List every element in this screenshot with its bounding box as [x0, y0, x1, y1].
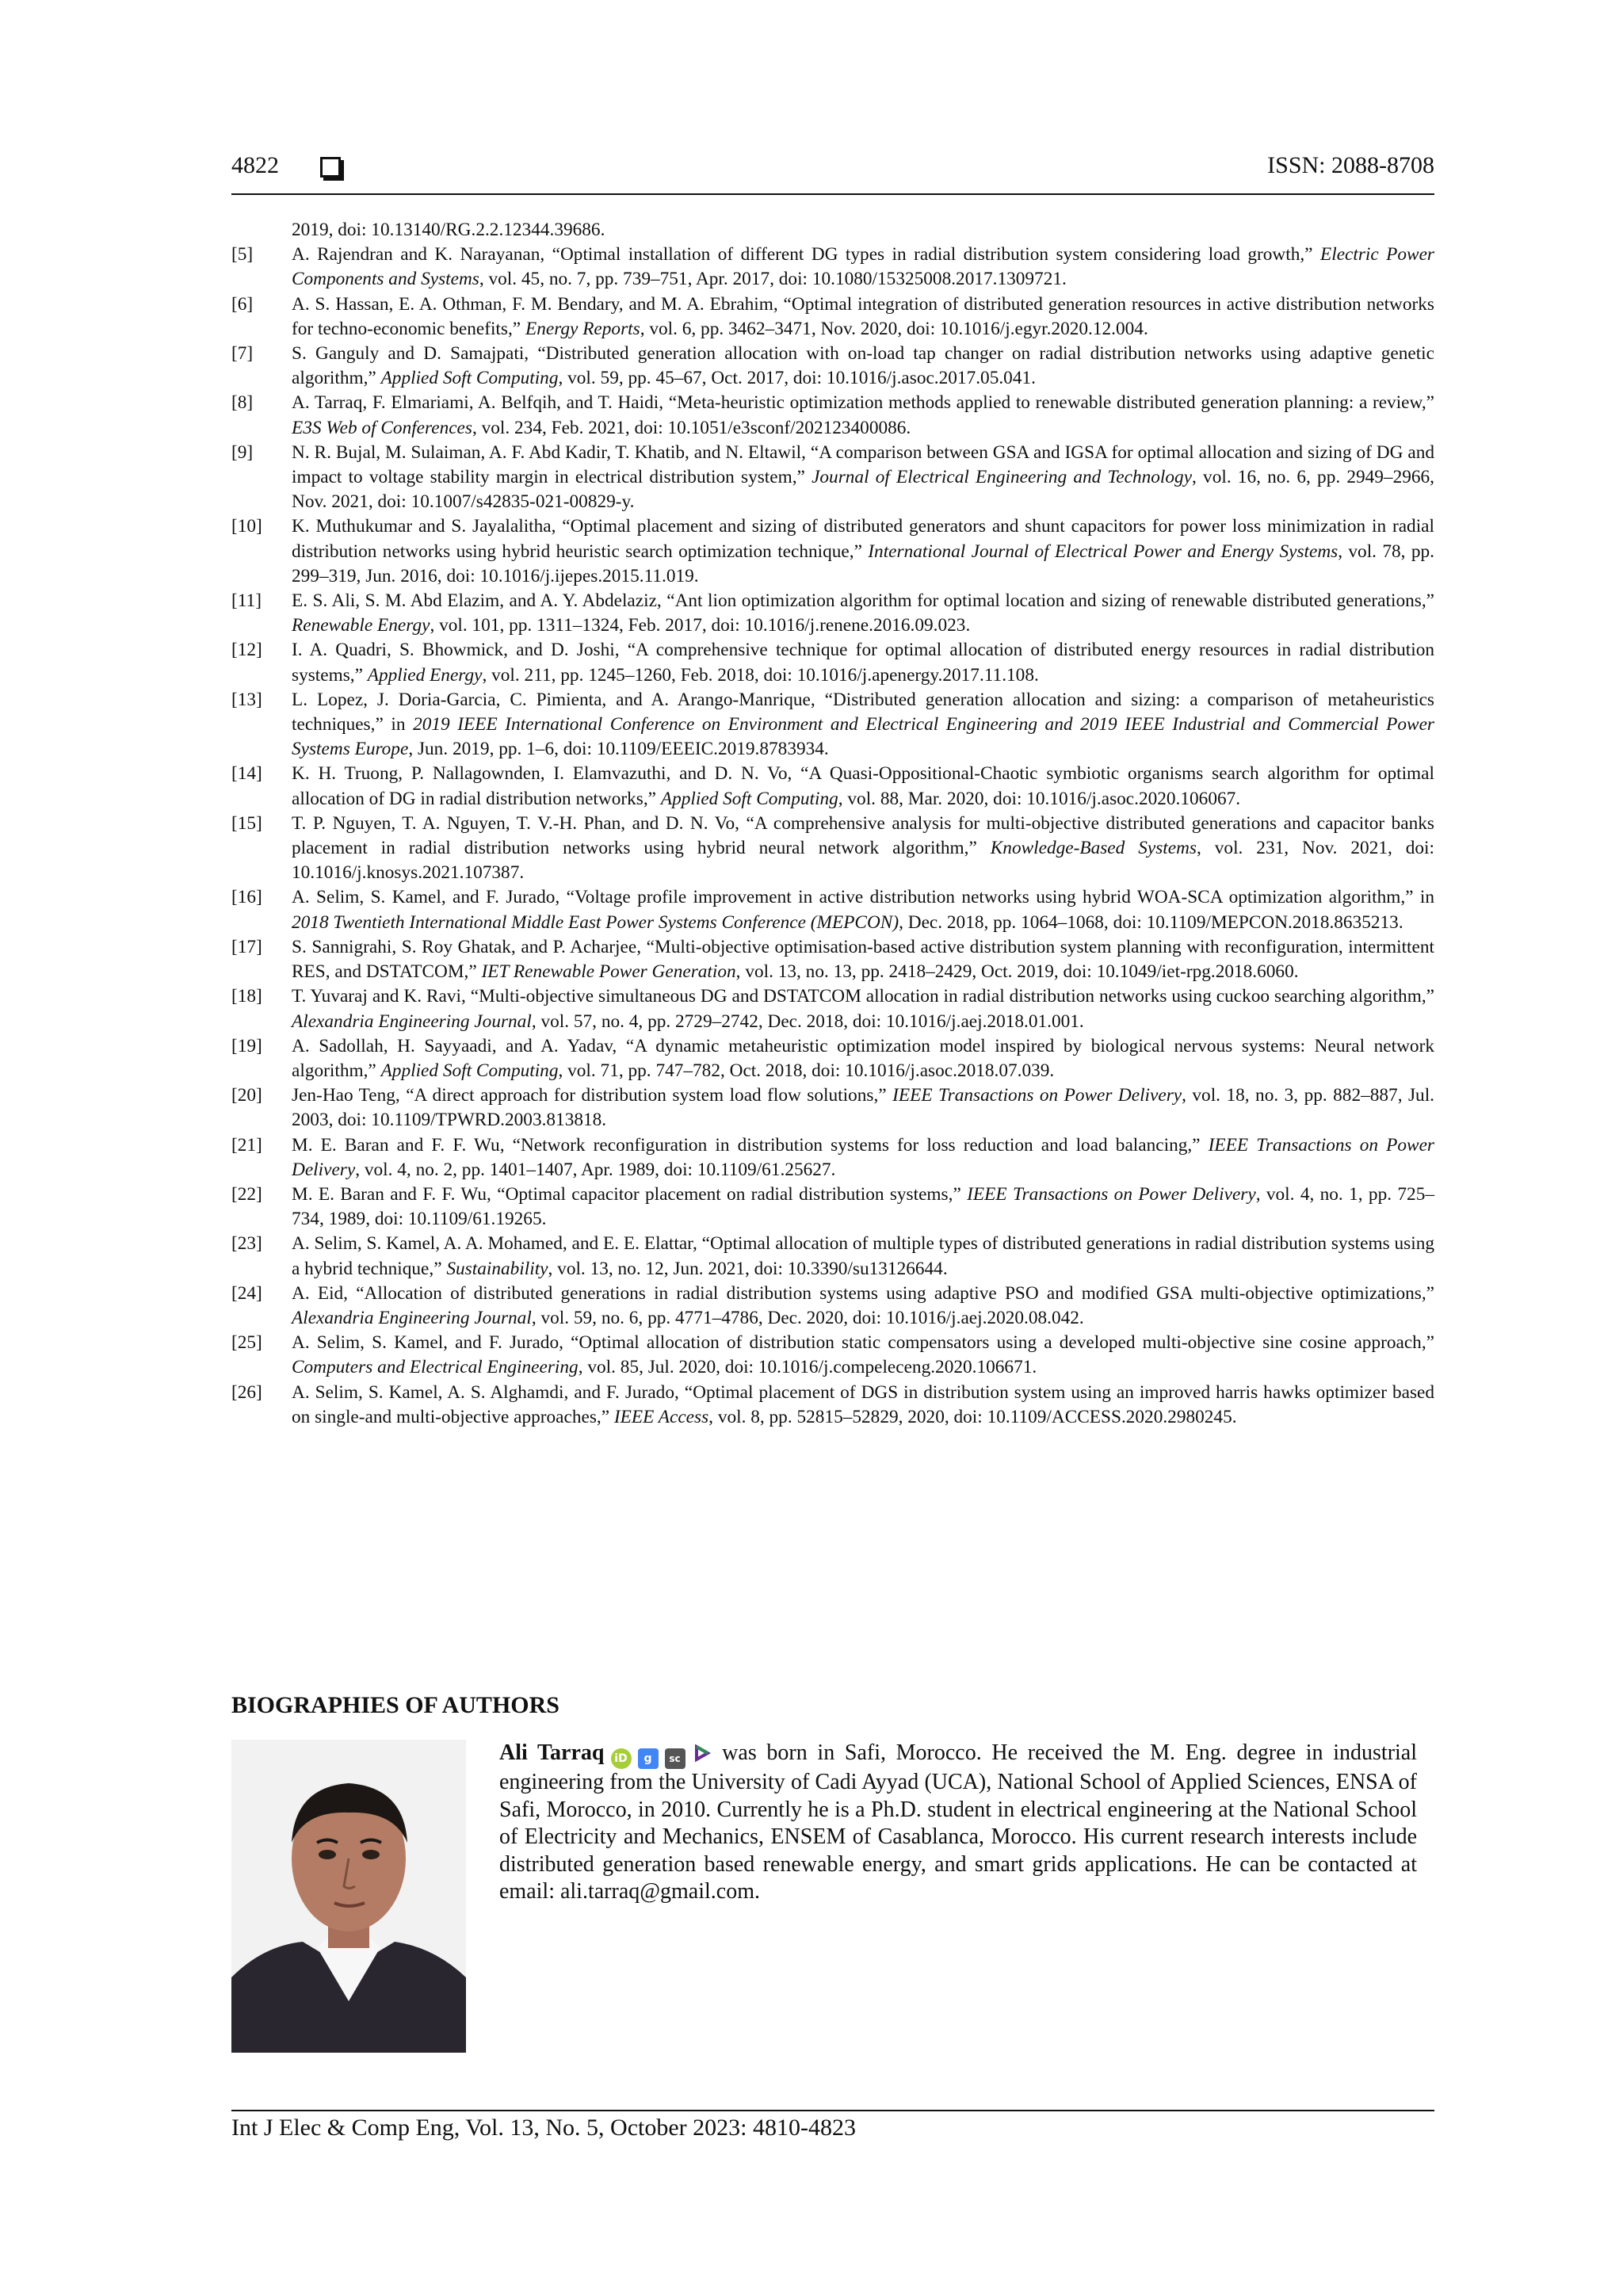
- reference-text: [292, 589, 1434, 638]
- author-portrait-image: [231, 1740, 466, 2053]
- reference-segment: A. Selim, S. Kamel, A. S. Alghamdi, and F. Jurado, “Optimal placement of DGS in distribution system using an improved harris hawks optimizer based on single-and multi-objective approaches,”: [292, 1381, 1434, 1427]
- reference-item: [231, 1182, 1434, 1232]
- reference-item: [231, 1232, 1434, 1281]
- reference-text: [292, 1282, 1434, 1331]
- reference-segment: , vol. 78, pp. 299–319, Jun. 2016, doi: 10.1016/j.ijepes.2015.11.019.: [292, 541, 1434, 586]
- reference-list: [231, 218, 1434, 1430]
- reference-segment: S. Sannigrahi, S. Roy Ghatak, and P. Acharjee, “Multi-objective optimisation-based active distribution system planning with reconfiguration, intermittent RES, and DSTATCOM,”: [292, 936, 1434, 983]
- reference-segment: , vol. 8, pp. 52815–52829, 2020, doi: 10.1109/ACCESS.2020.2980245.: [708, 1406, 1237, 1427]
- reference-venue: IET Renewable Power Generation: [481, 961, 736, 983]
- reference-venue: 2019 IEEE International Conference on Environment and Electrical Engineering and 2019 IEEE Industrial and Commercial Power Systems Europe: [292, 714, 1434, 760]
- reference-number: [7]: [231, 343, 254, 365]
- reference-item: [231, 688, 1434, 762]
- reference-venue: Journal of Electrical Engineering and Technology: [812, 467, 1193, 488]
- reference-text: [292, 812, 1434, 886]
- reference-segment: , vol. 59, pp. 45–67, Oct. 2017, doi: 10.1016/j.asoc.2017.05.041.: [558, 368, 1036, 389]
- reference-text: [292, 1381, 1434, 1430]
- reference-segment: , vol. 57, no. 4, pp. 2729–2742, Dec. 2018, doi: 10.1016/j.aej.2018.01.001.: [531, 1010, 1084, 1032]
- reference-text: [292, 441, 1434, 515]
- reference-text: [292, 1232, 1434, 1281]
- author-photo: [231, 1740, 466, 2053]
- header-rule: [231, 193, 1434, 195]
- reference-segment: A. Rajendran and K. Narayanan, “Optimal installation of different DG types in radial distribution system considering load growth,”: [292, 244, 1320, 266]
- reference-text: [292, 638, 1434, 687]
- reference-item: [231, 812, 1434, 886]
- reference-segment: T. P. Nguyen, T. A. Nguyen, T. V.-H. Phan, and D. N. Vo, “A comprehensive analysis for multi-objective distributed generations and capacitor banks placement in radial distribution networks using hybrid neural network algorithm,”: [292, 812, 1434, 859]
- reference-number: [5]: [231, 244, 254, 266]
- reference-venue: Applied Soft Computing: [660, 788, 838, 809]
- reference-text: [292, 292, 1434, 342]
- reference-venue: Alexandria Engineering Journal: [292, 1010, 532, 1032]
- reference-text: [292, 762, 1434, 811]
- reference-text: [292, 1034, 1434, 1083]
- reference-item: [231, 441, 1434, 515]
- reference-number: [22]: [231, 1183, 262, 1205]
- reference-number: [14]: [231, 763, 262, 785]
- reference-segment: , vol. 18, no. 3, pp. 882–887, Jul. 2003, doi: 10.1109/TPWRD.2003.813818.: [292, 1085, 1434, 1131]
- reference-segment: A. Selim, S. Kamel, A. A. Mohamed, and E. E. Elattar, “Optimal allocation of multiple types of distributed generations in radial distribution systems using a hybrid technique,”: [292, 1233, 1434, 1279]
- reference-item: [231, 342, 1434, 391]
- reference-segment: M. E. Baran and F. F. Wu, “Optimal capacitor placement on radial distribution systems,”: [292, 1183, 968, 1205]
- reference-segment: A. S. Hassan, E. A. Othman, F. M. Bendary, and M. A. Ebrahim, “Optimal integration of distributed generation resources in active distribution networks for techno-economic benefits,”: [292, 293, 1434, 339]
- reference-text: [292, 1133, 1434, 1182]
- reference-number: [20]: [231, 1085, 262, 1106]
- reference-number: [16]: [231, 887, 262, 908]
- reference-segment: , Jun. 2019, pp. 1–6, doi: 10.1109/EEEIC.2019.8783934.: [408, 739, 829, 760]
- issn-label: ISSN: 2088-8708: [1267, 152, 1434, 178]
- reference-item: [231, 1034, 1434, 1083]
- reference-item: [231, 514, 1434, 589]
- reference-venue: 2018 Twentieth International Middle East Power Systems Conference (MEPCON): [292, 911, 899, 933]
- reference-segment: A. Eid, “Allocation of distributed generations in radial distribution systems using adaptive PSO and modified GSA multi-objective optimizations,”: [292, 1282, 1434, 1304]
- reference-segment: , vol. 13, no. 13, pp. 2418–2429, Oct. 2019, doi: 10.1049/iet-rpg.2018.6060.: [735, 961, 1299, 983]
- reference-segment: , vol. 101, pp. 1311–1324, Feb. 2017, doi: 10.1016/j.renene.2016.09.023.: [430, 615, 971, 636]
- reference-number: [8]: [231, 392, 254, 414]
- reference-venue: Computers and Electrical Engineering: [292, 1357, 579, 1378]
- reference-item: [231, 984, 1434, 1033]
- page-header: [231, 152, 1434, 195]
- reference-text: [292, 514, 1434, 589]
- page-number: 4822: [231, 152, 279, 178]
- reference-segment: A. Selim, S. Kamel, and F. Jurado, “Optimal allocation of distribution static compensators using a developed multi-objective sine cosine approach,”: [292, 1332, 1434, 1354]
- reference-number: [26]: [231, 1381, 262, 1403]
- reference-item: [231, 1133, 1434, 1182]
- reference-venue: E3S Web of Conferences: [292, 417, 472, 438]
- reference-text: [292, 935, 1434, 984]
- reference-venue: Electric Power Components and Systems: [292, 244, 1434, 290]
- reference-text: [292, 243, 1434, 292]
- square-bullet-icon: [320, 157, 341, 178]
- reference-segment: T. Yuvaraj and K. Ravi, “Multi-objective simultaneous DG and DSTATCOM allocation in radial distribution networks using cuckoo searching algorithm,”: [292, 986, 1434, 1007]
- reference-item: [231, 885, 1434, 934]
- reference-segment: Jen-Hao Teng, “A direct approach for distribution system load flow solutions,”: [292, 1085, 893, 1106]
- reference-segment: 2019, doi: 10.13140/RG.2.2.12344.39686.: [292, 220, 605, 240]
- reference-number: [25]: [231, 1332, 262, 1354]
- reference-item: [231, 1282, 1434, 1331]
- reference-number: [10]: [231, 516, 262, 537]
- reference-segment: , vol. 59, no. 6, pp. 4771–4786, Dec. 2020, doi: 10.1016/j.aej.2020.08.042.: [531, 1307, 1084, 1328]
- reference-segment: A. Sadollah, H. Sayyaadi, and A. Yadav, “A dynamic metaheuristic optimization model inspired by biological nervous systems: Neural network algorithm,”: [292, 1035, 1434, 1081]
- reference-segment: , vol. 16, no. 6, pp. 2949–2966, Nov. 2021, doi: 10.1007/s42835-021-00829-y.: [292, 467, 1434, 513]
- reference-venue: Sustainability: [446, 1258, 548, 1279]
- reference-text: [292, 391, 1434, 440]
- author-biography: [499, 1740, 1417, 1906]
- reference-item: [231, 1381, 1434, 1430]
- reference-number: [11]: [231, 590, 262, 612]
- reference-segment: K. H. Truong, P. Nallagownden, I. Elamvazuthi, and D. N. Vo, “A Quasi-Oppositional-Chaotic symbiotic organisms search algorithm for optimal allocation of DG in radial distribution networks,”: [292, 763, 1434, 809]
- reference-text: [292, 342, 1434, 391]
- author-bio-text: was born in Safi, Morocco. He received the M. Eng. degree in industrial engineering from the University of Cadi Ayyad (UCA), National School of Applied Sciences, ENSA of Safi, Morocco, in 2010. Currently he is a Ph.D. student in electrical engineering at the National School of Electricity and Mechanics, ENSEM of Casablanca, Morocco. His current research interests include distributed generation based renewable energy, and smart grids applications. He can be contacted at email: ali.tarraq@gmail.com.: [499, 1740, 1418, 1904]
- reference-number: [23]: [231, 1233, 262, 1255]
- reference-venue: Applied Soft Computing: [380, 1060, 559, 1081]
- reference-item: [231, 1083, 1434, 1133]
- page-footer: Int J Elec & Comp Eng, Vol. 13, No. 5, October 2023: 4810-4823: [231, 2115, 856, 2141]
- reference-number: [21]: [231, 1134, 262, 1156]
- reference-venue: Applied Soft Computing: [380, 368, 559, 389]
- reference-text: [292, 885, 1434, 934]
- reference-segment: , vol. 6, pp. 3462–3471, Nov. 2020, doi: 10.1016/j.egyr.2020.12.004.: [640, 318, 1148, 339]
- reference-item: [231, 589, 1434, 638]
- reference-number: [6]: [231, 293, 254, 315]
- reference-segment: , Dec. 2018, pp. 1064–1068, doi: 10.1109/MEPCON.2018.8635213.: [899, 911, 1403, 933]
- reference-venue: International Journal of Electrical Power and Energy Systems: [868, 541, 1338, 562]
- reference-number: [17]: [231, 936, 262, 957]
- reference-segment: , vol. 88, Mar. 2020, doi: 10.1016/j.asoc.2020.106067.: [838, 788, 1241, 809]
- footer-rule: [231, 2110, 1434, 2111]
- reference-venue: IEEE Transactions on Power Delivery: [892, 1085, 1182, 1106]
- reference-segment: , vol. 4, no. 2, pp. 1401–1407, Apr. 1989, doi: 10.1109/61.25627.: [355, 1159, 836, 1180]
- reference-number: [13]: [231, 689, 262, 710]
- reference-segment: , vol. 85, Jul. 2020, doi: 10.1016/j.compeleceng.2020.106671.: [578, 1357, 1037, 1378]
- reference-venue: Alexandria Engineering Journal: [292, 1307, 532, 1328]
- reference-segment: , vol. 45, no. 7, pp. 739–751, Apr. 2017, doi: 10.1080/15325008.2017.1309721.: [479, 269, 1067, 290]
- web-of-science-icon[interactable]: [692, 1744, 712, 1765]
- reference-segment: S. Ganguly and D. Samajpati, “Distributed generation allocation with on-load tap changer on radial distribution networks using adaptive genetic algorithm,”: [292, 343, 1434, 389]
- biographies-heading: BIOGRAPHIES OF AUTHORS: [231, 1692, 559, 1718]
- reference-segment: , vol. 234, Feb. 2021, doi: 10.1051/e3sconf/202123400086.: [472, 417, 911, 438]
- reference-number: [19]: [231, 1035, 262, 1056]
- reference-text: [292, 1083, 1434, 1133]
- reference-item: [231, 935, 1434, 984]
- reference-item: [231, 292, 1434, 342]
- reference-venue: IEEE Transactions on Power Delivery: [292, 1134, 1434, 1180]
- reference-item: [231, 391, 1434, 440]
- reference-venue: IEEE Access: [613, 1406, 709, 1427]
- scopus-icon[interactable]: sc: [665, 1748, 685, 1769]
- reference-segment: L. Lopez, J. Doria-Garcia, C. Pimienta, and A. Arango-Manrique, “Distributed generation allocation and sizing: a comparison of metaheuristics techniques,” in: [292, 689, 1434, 735]
- reference-segment: N. R. Bujal, M. Sulaiman, A. F. Abd Kadir, T. Khatib, and N. Eltawil, “A comparison between GSA and IGSA for optimal allocation and sizing of DG and impact to voltage stability margin in electrical distribution system,”: [292, 441, 1434, 488]
- reference-number: [18]: [231, 986, 262, 1007]
- reference-text: [292, 1182, 1434, 1232]
- reference-item: [231, 243, 1434, 292]
- reference-venue: Renewable Energy: [292, 615, 430, 636]
- author-name: Ali Tarraq: [499, 1740, 605, 1765]
- reference-item: [231, 1331, 1434, 1380]
- reference-item: [231, 762, 1434, 811]
- google-scholar-icon[interactable]: g: [638, 1748, 659, 1769]
- reference-segment: A. Tarraq, F. Elmariami, A. Belfqih, and T. Haidi, “Meta-heuristic optimization methods applied to renewable distributed generation planning: a review,”: [292, 392, 1434, 414]
- reference-venue: Knowledge-Based Systems: [990, 838, 1197, 859]
- reference-segment: , vol. 13, no. 12, Jun. 2021, doi: 10.3390/su13126644.: [548, 1258, 948, 1279]
- reference-text: [292, 1331, 1434, 1380]
- reference-number: [24]: [231, 1282, 262, 1304]
- reference-number: [9]: [231, 441, 254, 463]
- reference-venue: IEEE Transactions on Power Delivery: [967, 1183, 1256, 1205]
- reference-segment: , vol. 71, pp. 747–782, Oct. 2018, doi: 10.1016/j.asoc.2018.07.039.: [558, 1060, 1055, 1081]
- reference-segment: E. S. Ali, S. M. Abd Elazim, and A. Y. Abdelaziz, “Ant lion optimization algorithm for optimal location and sizing of renewable distributed generations,”: [292, 590, 1434, 612]
- reference-item: [231, 638, 1434, 687]
- reference-segment: A. Selim, S. Kamel, and F. Jurado, “Voltage profile improvement in active distribution networks using hybrid WOA-SCA optimization algorithm,” in: [292, 887, 1434, 908]
- reference-venue: Energy Reports: [525, 318, 640, 339]
- reference-item: [231, 218, 1434, 243]
- reference-segment: , vol. 4, no. 1, pp. 725–734, 1989, doi: 10.1109/61.19265.: [292, 1183, 1434, 1230]
- reference-text: [292, 688, 1434, 762]
- reference-segment: I. A. Quadri, S. Bhowmick, and D. Joshi, “A comprehensive technique for optimal allocation of distributed energy resources in radial distribution systems,”: [292, 640, 1434, 686]
- reference-number: [12]: [231, 640, 262, 661]
- reference-number: [15]: [231, 812, 262, 834]
- reference-segment: K. Muthukumar and S. Jayalalitha, “Optimal placement and sizing of distributed generators and shunt capacitors for power loss minimization in radial distribution networks using hybrid heuristic search optimization technique,”: [292, 516, 1434, 562]
- reference-venue: Applied Energy: [367, 664, 483, 686]
- reference-segment: , vol. 231, Nov. 2021, doi: 10.1016/j.knosys.2021.107387.: [292, 838, 1435, 884]
- reference-text: [292, 984, 1434, 1033]
- orcid-icon[interactable]: iD: [611, 1748, 632, 1769]
- reference-segment: , vol. 211, pp. 1245–1260, Feb. 2018, doi: 10.1016/j.apenergy.2017.11.108.: [482, 664, 1039, 686]
- reference-segment: M. E. Baran and F. F. Wu, “Network reconfiguration in distribution systems for loss reduction and load balancing,”: [292, 1134, 1209, 1156]
